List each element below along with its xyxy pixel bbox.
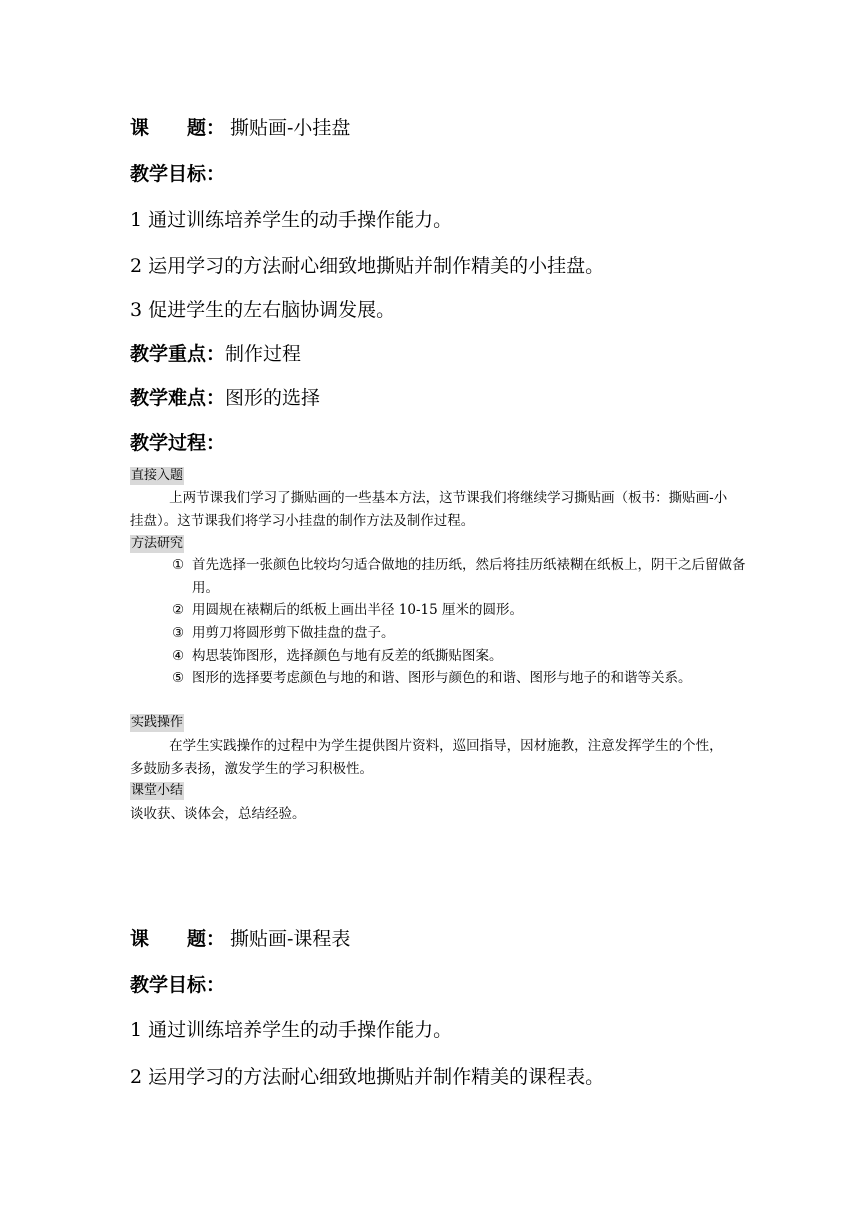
- lesson1-title: [130, 116, 350, 140]
- title-label: 课 题：: [130, 117, 226, 139]
- step-number: ②: [172, 602, 185, 618]
- goals-heading: 教学目标：: [130, 163, 226, 185]
- goals-heading: 教学目标：: [130, 974, 226, 996]
- section-tag-practice: 实践操作: [131, 715, 184, 730]
- goal-item: 1 通过训练培养学生的动手操作能力。: [130, 209, 453, 231]
- step-text: 构思装饰图形，选择颜色与地有反差的纸撕贴图案。: [192, 648, 503, 664]
- step-text: 首先选择一张颜色比较均匀适合做地的挂历纸，然后将挂历纸裱糊在纸板上，阴干之后留做备用。: [192, 557, 746, 596]
- step-number: ⑤: [172, 670, 185, 686]
- step-number: ④: [172, 648, 185, 664]
- difficulty-value: 图形的选择: [225, 387, 321, 409]
- focus-line: [130, 342, 301, 366]
- focus-label: 教学重点：: [130, 343, 226, 365]
- method-step: [172, 622, 752, 645]
- process-heading: 教学过程：: [130, 432, 226, 454]
- summary-text: 谈收获、谈体会，总结经验。: [130, 806, 306, 822]
- method-step: [172, 667, 752, 690]
- focus-value: 制作过程: [225, 343, 302, 365]
- practice-paragraph: 在学生实践操作的过程中为学生提供图片资料，巡回指导，因材施教，注意发挥学生的个性，多鼓励多表扬，激发学生的学习积极性。: [130, 738, 723, 777]
- step-text: 图形的选择要考虑颜色与地的和谐、图形与颜色的和谐、图形与地子的和谐等关系。: [192, 670, 692, 686]
- intro-paragraph: 上两节课我们学习了撕贴画的一些基本方法，这节课我们将继续学习撕贴画（板书：撕贴画-小挂盘）。这节课我们将学习小挂盘的制作方法及制作过程。: [130, 490, 728, 529]
- method-step: [172, 599, 752, 622]
- title-label: 课 题：: [130, 928, 226, 950]
- section-tag-summary: 课堂小结: [131, 783, 184, 798]
- section-tag-method: 方法研究: [131, 536, 184, 551]
- goal-item: 2 运用学习的方法耐心细致地撕贴并制作精美的小挂盘。: [130, 255, 605, 277]
- difficulty-label: 教学难点：: [130, 387, 226, 409]
- step-text: 用剪刀将圆形剪下做挂盘的盘子。: [192, 625, 395, 641]
- step-text: 用圆规在裱糊后的纸板上画出半径 10-15 厘米的圆形。: [192, 602, 523, 618]
- method-step: [172, 554, 752, 600]
- lesson2-title: [130, 927, 350, 951]
- method-step: [172, 645, 752, 668]
- title-value: 撕贴画-课程表: [230, 928, 351, 950]
- difficulty-line: [130, 386, 320, 410]
- section-tag-intro: 直接入题: [131, 468, 184, 483]
- goal-item: 1 通过训练培养学生的动手操作能力。: [130, 1019, 453, 1041]
- step-number: ③: [172, 625, 185, 641]
- goal-item: 3 促进学生的左右脑协调发展。: [130, 299, 396, 321]
- title-value: 撕贴画-小挂盘: [230, 117, 351, 139]
- step-number: ①: [172, 557, 185, 573]
- goal-item: 2 运用学习的方法耐心细致地撕贴并制作精美的课程表。: [130, 1066, 605, 1088]
